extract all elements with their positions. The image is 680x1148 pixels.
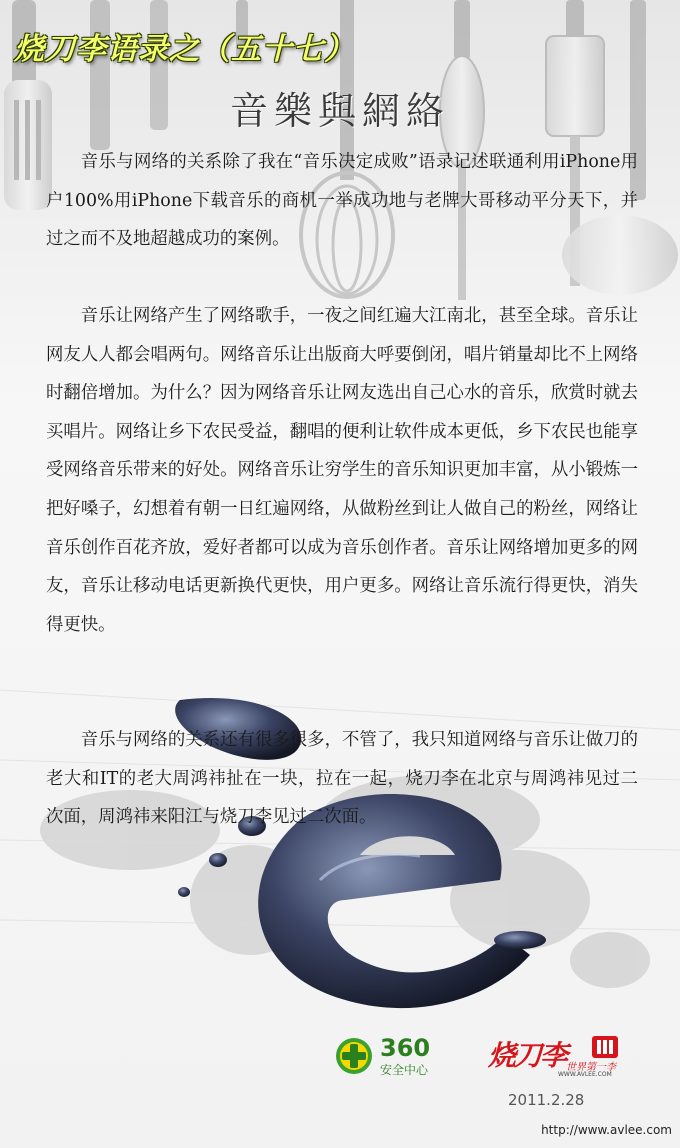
page-title: 音樂與網絡 bbox=[229, 89, 450, 133]
brand-name: 烧刀李 bbox=[488, 1039, 567, 1072]
brand-emblem-icon bbox=[590, 1034, 620, 1060]
series-tag: 烧刀李语录之（五十七） bbox=[14, 32, 355, 67]
date-stamp: 2011.2.28 bbox=[508, 1091, 585, 1109]
paragraph-3: 音乐与网络的关系还有很多很多，不管了，我只知道网络与音乐让做刀的老大和IT的老大周鸿祎扯在一块，拉在一起，烧刀李在北京与周鸿祎见过二次面，周鸿祎来阳江与烧刀李见过二次面。 bbox=[46, 730, 638, 828]
logo-brand bbox=[486, 1030, 626, 1082]
brand-tagline: 世界第一李 bbox=[566, 1062, 616, 1073]
paragraph-2: 音乐让网络产生了网络歌手，一夜之间红遍大江南北，甚至全球。音乐让网友人人都会唱两句。网络音乐让出版商大呼要倒闭，唱片销量却比不上网络时翻倍增加。为什么？因为网络音乐让网友选出自己心水的音乐，欣赏时就去买唱片。网络让乡下农民受益，翻唱的便利让软件成本更低，乡下农民也能享受网络音乐带来的好处。网络音乐让穷学生的音乐知识更加丰富，从小锻炼一把好嗓子，幻想着有朝一日红遍网络，从做粉丝到让人做自己的粉丝，网络让音乐创作百花齐放，爱好者都可以成为音乐创作者。音乐让网络增加更多的网友，音乐让移动电话更新换代更快，用户更多。网络让音乐流行得更快，消失得更快。 bbox=[46, 306, 638, 635]
logo-360-security bbox=[334, 1032, 454, 1080]
site-url-link[interactable]: http://www.avlee.com bbox=[541, 1123, 672, 1137]
logo-360-subtitle: 安全中心 bbox=[380, 1063, 429, 1077]
paragraph-1: 音乐与网络的关系除了我在“音乐决定成败”语录记述联通利用iPhone用户100%用iPhone下载音乐的商机一举成功地与老牌大哥移动平分天下，并过之而不及地超越成功的案例。 bbox=[46, 152, 638, 250]
logo-360-number: 360 bbox=[380, 1034, 431, 1062]
shield-plus-icon bbox=[334, 1036, 374, 1076]
brand-url: WWW.AVLEE.COM bbox=[558, 1071, 612, 1078]
